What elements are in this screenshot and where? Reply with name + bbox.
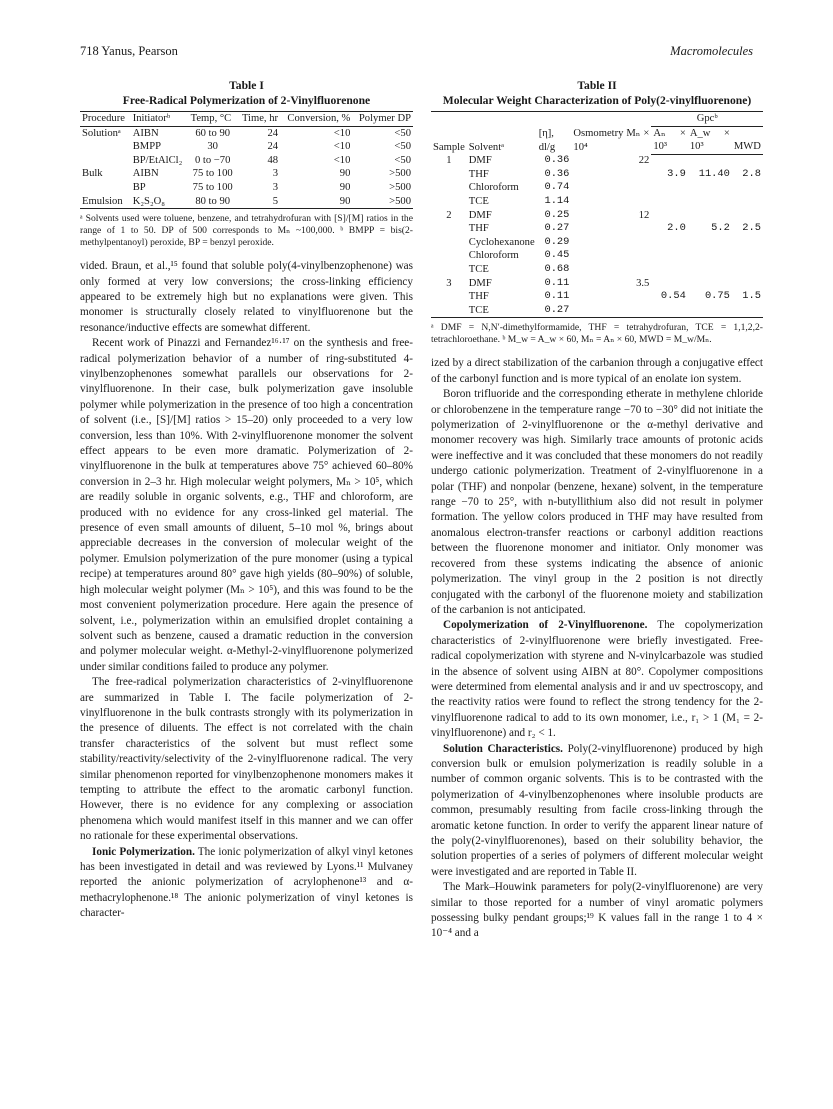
table2-row-cell: [431, 290, 467, 304]
table1-row-cell: <10: [333, 127, 351, 139]
table2-row-cell: [571, 304, 651, 318]
table2-row: [431, 304, 763, 318]
table1-col-time: Time, hr: [237, 112, 280, 127]
table1-col-temp: Temp, °C: [189, 112, 237, 127]
table2-row-cell: 1.5: [742, 290, 761, 303]
table1-row: [80, 195, 413, 209]
table2-row-cell: [651, 263, 688, 277]
table2-row-cell: DMF: [468, 155, 492, 167]
ionic-text: The ionic polymerization of alkyl vinyl ketones has been investigated in detail and was reviewed by Lyons.¹¹ Mulvaney reported the anionic polymerization of acrylophenone¹³ and α-methacrylophenone.¹⁸ The anionic polymerization of vinyl ketones is character-: [80, 845, 413, 920]
table1-row: [80, 181, 413, 195]
table2-row-cell: [651, 236, 688, 250]
table2-row-cell: DMF: [468, 277, 492, 289]
table1-row: [80, 154, 413, 168]
table1-col-conversion: Conversion, %: [280, 112, 352, 127]
table2-row-cell: [651, 181, 688, 195]
copoly-paragraph: [431, 618, 763, 741]
table2-col-sample: Sample: [431, 112, 467, 155]
table1: [80, 111, 413, 209]
right-paragraph-1: ized by a direct stabilization of the carbanion through a conjugative effect of the carbonyl function and is more typical of an enolate ion system.: [431, 357, 763, 385]
table2-row-cell: [732, 195, 763, 209]
table2-row-cell: [688, 154, 732, 168]
table2-row-cell: THF: [468, 223, 489, 235]
table2-row-cell: 22: [638, 155, 650, 167]
table2-row-cell: THF: [468, 168, 489, 180]
table1-title: Table I: [229, 79, 264, 92]
table2-row-cell: 2.5: [742, 222, 761, 235]
table1-row-cell: 24: [267, 127, 279, 139]
table2-row-cell: [571, 263, 651, 277]
table2-row-cell: 0.36: [544, 154, 570, 167]
table2-row-cell: [651, 195, 688, 209]
table1-row-cell: <10: [333, 154, 351, 166]
table2-row-cell: [571, 236, 651, 250]
table2-row-cell: [688, 209, 732, 223]
solution-text: Poly(2-vinylfluorenone) produced by high conversion bulk or emulsion polymerization is readily soluble in a number of common organic solvents. This is to be contrasted with the polymerization of 4-vinylbenzophenones where insoluble products are common, presumably resulting from facile cross-linking through the aromatic ketone function. In order to verify the apparent linear nature of the poly(2-vinylfluorenones), based on their solubility behavior, the solution properties of a series of polymers of different molecular weight were investigated and are reported in Table II.: [431, 742, 763, 878]
table2-col-mwd: MWD: [732, 126, 763, 154]
table1-row-cell: [80, 181, 131, 195]
table1-row-cell: K₂S₂O₈: [131, 195, 189, 209]
table2-row-cell: 0.11: [544, 290, 570, 303]
table2-row-cell: 5.2: [711, 222, 730, 235]
table2-row-cell: 0.45: [544, 249, 570, 262]
solution-heading: Solution Characteristics.: [443, 742, 563, 755]
table2-row-cell: [732, 154, 763, 168]
table2-row-cell: [431, 222, 467, 236]
table2-row-cell: 1: [446, 155, 452, 167]
copoly-text: The copolymerization characteristics of 2-vinylfluorenone were briefly investigated. Free-radical copolymerization with styrene and N-vinylcarbazole was studied in the absence of solvent using AIBN at 80°. Copolymer compositions were determined from elemental analysis and ir and uv spectroscopy, and the reactivity ratios were found to reflect the strong tendency for the 2-vinylfluorenone radical to add to its own monomer, i.e., r₁ > 1 (M₁ = 2-vinylfluorenone) and r₂ < 1.: [431, 619, 763, 740]
table2-row-cell: 12: [638, 209, 650, 221]
table2-row: [431, 236, 763, 250]
ionic-paragraph: [80, 845, 413, 922]
table1-col-initiator: Initiatorᵇ: [131, 112, 189, 127]
table2-title: Table II: [577, 79, 617, 92]
table2-row-cell: DMF: [468, 209, 492, 221]
table2-row-cell: 0.54: [660, 290, 686, 303]
table2-footnote: ᵃ DMF = N,N′-dimethylformamide, THF = tetrahydrofuran, TCE = 1,1,2,2-tetrachloroethane. ᵇ M_w = A_w × 60, Mₙ = Aₙ × 60, MWD = M_w/Mₙ.: [431, 322, 763, 346]
table1-row-cell: >500: [389, 181, 411, 193]
table2-row: [431, 263, 763, 277]
table1-row-cell: BP: [132, 181, 146, 193]
table2-row: [431, 277, 763, 291]
table2-row-cell: Chloroform: [468, 250, 519, 262]
table1-row-cell: 75 to 100: [192, 168, 233, 180]
table2-row-cell: [431, 249, 467, 263]
table1-row-cell: 5: [237, 195, 280, 209]
table2-row: [431, 195, 763, 209]
table2-row-cell: [571, 195, 651, 209]
mark-houwink-paragraph: The Mark–Houwink parameters for poly(2-vinylfluorenone) are very similar to those reported for a number of vinyl aromatic polymers possessing bulky pendant groups;¹⁹ K values fall in the range 1 to 4 × 10⁻⁴ and a: [431, 881, 763, 940]
table2-row-cell: [431, 181, 467, 195]
table2-row-cell: [688, 263, 732, 277]
left-paragraph-2: Recent work of Pinazzi and Fernandez¹⁶·¹⁷ on the synthesis and free-radical polymerization behavior of a number of ring-substituted 4-vinylbenzophenones somewhat parallels our observations for 2-vinylfluorenone. In their case, bulk polymerization gave insoluble polymer while polymerization in the presence of too high a concentration of solvent (i.e., [S]/[M] ratios > 15–20) only proceeded to a very low conversion, less than 10%. With 2-vinylfluorenone monomer the solvent effect appears to be even more dramatic. Polymerization of 2-vinylfluorenone in the bulk at temperatures above 75° achieved 60–80% conversion in 2–3 hr. High molecular weight polymers, Mₙ > 10⁵, which are readily soluble in organic solvents, e.g., THF and chloroform, are produced with no evidence for any cross-linked gel material. The presence of even small amounts of diluent, 5–10 mol %, brings about appreciable decreases in the conversion of molecular weight of the polymer. Emulsion polymerization of the pure monomer (using a typical recipe) at temperatures around 80° gave high yields (80–90%) of soluble, high molecular weight polymer (Mₙ > 10⁵), and this was found to be the most convenient polymerization procedure. Here again the presence of solvent, i.e., polymerization within an emulsified droplet containing a solvent such as benzene, caused a dramatic reduction in the conversion and polymer molecular weight. α-Methyl-2-vinylfluorenone polymerized under similar conditions failed to produce any polymer.: [80, 337, 413, 673]
table2-row-cell: [688, 236, 732, 250]
table2-row-cell: 0.36: [544, 167, 570, 180]
table1-footnote: ᵃ Solvents used were toluene, benzene, and tetrahydrofuran with [S]/[M] ratios in the range of 1 to 50. DP of 500 corresponds to Mₙ ~100,000. ᵇ BMPP = bis(2-methylpentanoyl) peroxide, BP = benzyl peroxide.: [80, 213, 413, 249]
table2-row-cell: THF: [468, 291, 489, 303]
table1-row-cell: AIBN: [132, 127, 159, 139]
table2-gpc-group: Gpcᵇ: [651, 112, 763, 127]
left-paragraph-3: The free-radical polymerization characteristics of 2-vinylfluorenone are summarized in Table I. The facile polymerization of 2-vinylfluorenone in the bulk contrasts strongly with its polymerization in the presence of diluents. The effect is not correlated with the chain transfer characteristics of the solvent but must reflect some stability/reactivity/selectivity of the 2-vinylfluorenone radical. The very similar phenomenon reported for vinylbenzophenone monomers makes it tempting to attribute the effect to the aromatic carbonyl function. However, there is no evidence for any complexing or association phenomena which would manifest itself in this manner and we can offer no rationale for these experimental observations.: [80, 676, 413, 843]
table2-row-cell: [688, 195, 732, 209]
table2-row-cell: 3.9: [667, 167, 686, 180]
table2-row-cell: 3.5: [636, 277, 650, 289]
left-column: [80, 78, 413, 922]
table2-row-cell: 3: [446, 277, 452, 289]
table2-row-cell: [688, 304, 732, 318]
table2-row-cell: [651, 154, 688, 168]
table2-row: [431, 181, 763, 195]
table1-row-cell: 48: [267, 154, 279, 166]
table2-col-aw: A_w × 10³: [688, 126, 732, 154]
table2-row-cell: [431, 263, 467, 277]
left-paragraph-1: vided. Braun, et al.,¹⁵ found that soluble poly(4-vinylbenzophenone) was only formed at very low conversions; the cross-linking efficiency appeared to be extremely high but no explanations were given. This monomer is structurally closely related to vinylfluorenone but the resonance/inductive effects are somewhat different.: [80, 260, 413, 334]
table1-row-cell: >500: [389, 168, 411, 180]
table2-row-cell: [571, 168, 651, 182]
table1-row-cell: 90: [339, 168, 351, 180]
table2-row-cell: Chloroform: [468, 182, 519, 194]
table1-row-cell: <50: [394, 154, 411, 166]
table2-row-cell: 0.27: [537, 304, 572, 318]
table1-row-cell: AIBN: [132, 168, 159, 180]
right-paragraph-2: Boron trifluoride and the corresponding etherate in methylene chloride or chlorobenzene in the temperature range −70 to −30° did not initiate the polymerization of 2-vinylfluorenone or the α-methyl derivative and monomer recovery was high. Similarly trace amounts of protonic acids were ineffective and it was concluded that these monomers do not readily undergo cationic polymerization. Treatment of 2-vinylfluorenone in a polar (THF) and nonpolar (benzene, hexane) solvent, in the temperature range −70 to 25°, with n-butyllithium also did not result in polymer formation. The yellow colors produced in THF may have resulted from anomalous electron-transfer reactions or carbonyl addition reactions between the fluorenone monomer and initiator. Only monomer was recovered from these systems indicating the absence of anionic polymerization. The vinyl group in the 2 position is not directly conjugated with the carbonyl of the fluorenone moiety and stabilization of the carbanion is not anticipated.: [431, 388, 763, 616]
table2-row-cell: TCE: [468, 196, 489, 208]
table2-row-cell: TCE: [468, 264, 489, 276]
table1-row: [80, 140, 413, 154]
table2-row-cell: [732, 249, 763, 263]
table1-row-cell: <50: [394, 141, 411, 153]
running-header-right: Macromolecules: [670, 44, 753, 58]
table2-col-intrinsic-viscosity: [η], dl/g: [537, 112, 572, 155]
table2-row-cell: [732, 236, 763, 250]
table1-row-cell: 90: [339, 181, 351, 193]
table2-row-cell: 0.25: [544, 208, 570, 221]
table2-row-cell: [431, 195, 467, 209]
table1-col-dp: Polymer DP: [352, 112, 413, 127]
table2-row: [431, 168, 763, 182]
table2-col-osmometry: Osmometry Mₙ × 10⁴: [571, 112, 651, 155]
table1-row-cell: Solutionᵃ: [82, 127, 121, 139]
table2-row-cell: [732, 181, 763, 195]
table2-row-cell: [651, 249, 688, 263]
table1-body: [80, 126, 413, 209]
table2-row-cell: 2: [446, 209, 452, 221]
table2-row: [431, 209, 763, 223]
table1-row-cell: 80 to 90: [189, 195, 237, 209]
table1-row-cell: 0 to −70: [194, 154, 231, 166]
running-header-left: 718 Yanus, Pearson: [80, 44, 178, 58]
table2-subtitle: Molecular Weight Characterization of Poly(2-vinylfluorenone): [442, 94, 752, 107]
table2-row-cell: [732, 304, 763, 318]
table2-row-cell: [571, 249, 651, 263]
table1-row-cell: 3: [272, 181, 279, 193]
table2-row-cell: 0.74: [544, 181, 570, 194]
table2: [431, 111, 763, 318]
copoly-heading: Copolymerization of 2-Vinylfluorenone.: [443, 619, 648, 632]
table2-row-cell: 0.11: [544, 276, 570, 289]
table1-row-cell: BP/EtAlCl₂: [132, 154, 183, 166]
table1-row-cell: 60 to 90: [195, 127, 231, 139]
table2-row: [431, 290, 763, 304]
table2-row-cell: 11.40: [698, 167, 730, 180]
table1-subtitle: Free-Radical Polymerization of 2-Vinylfluorenone: [122, 94, 371, 107]
table1-row-cell: <50: [394, 127, 411, 139]
table2-row-cell: 2.0: [667, 222, 686, 235]
table2-row-cell: TCE: [467, 304, 537, 318]
table2-col-an: Aₙ × 10³: [651, 126, 688, 154]
ionic-heading: Ionic Polymerization.: [92, 845, 195, 858]
table1-row: [80, 126, 413, 140]
table2-row-cell: Cyclohexanone: [468, 236, 535, 248]
table2-row-cell: [431, 236, 467, 250]
table2-row-cell: 0.27: [544, 222, 570, 235]
table2-row-cell: [688, 277, 732, 291]
table2-row-cell: 0.29: [544, 235, 570, 248]
table2-body: [431, 154, 763, 318]
table1-col-procedure: Procedure: [80, 112, 131, 127]
table1-row-cell: Emulsion: [80, 195, 131, 209]
table2-row-cell: [571, 181, 651, 195]
table2-row-cell: [688, 249, 732, 263]
table2-row: [431, 222, 763, 236]
table1-row-cell: [80, 154, 131, 168]
table2-row-cell: [651, 209, 688, 223]
table2-row-cell: 0.75: [704, 290, 730, 303]
table2-col-solvent: Solventᵃ: [467, 112, 537, 155]
table2-row-cell: [688, 181, 732, 195]
table2-row-cell: [571, 290, 651, 304]
table1-row-cell: <10: [333, 141, 351, 153]
table2-row-cell: [431, 168, 467, 182]
table1-row-cell: 24: [267, 141, 279, 153]
table2-row-cell: [651, 277, 688, 291]
table2-row-cell: [732, 263, 763, 277]
table2-row-cell: 1.14: [544, 195, 570, 208]
table1-row-cell: BMPP: [132, 141, 161, 153]
table2-row-cell: [732, 209, 763, 223]
table2-row: [431, 154, 763, 168]
right-column: [431, 78, 763, 942]
table2-row-cell: [431, 304, 467, 318]
table1-row-cell: 30: [207, 141, 218, 153]
solution-paragraph: [431, 742, 763, 881]
table2-row-cell: [651, 304, 688, 318]
table1-row-cell: Bulk: [82, 168, 103, 180]
table2-row-cell: [732, 277, 763, 291]
table1-row-cell: [80, 140, 131, 154]
table1-row-cell: 90: [280, 195, 352, 209]
table2-row-cell: 2.8: [742, 167, 761, 180]
table2-row-cell: 0.68: [544, 263, 570, 276]
table2-row-cell: [571, 222, 651, 236]
table1-row-cell: 3: [272, 168, 279, 180]
table1-row-cell: 75 to 100: [192, 181, 233, 193]
table2-row: [431, 249, 763, 263]
table1-row: [80, 167, 413, 181]
table1-row-cell: >500: [352, 195, 413, 209]
